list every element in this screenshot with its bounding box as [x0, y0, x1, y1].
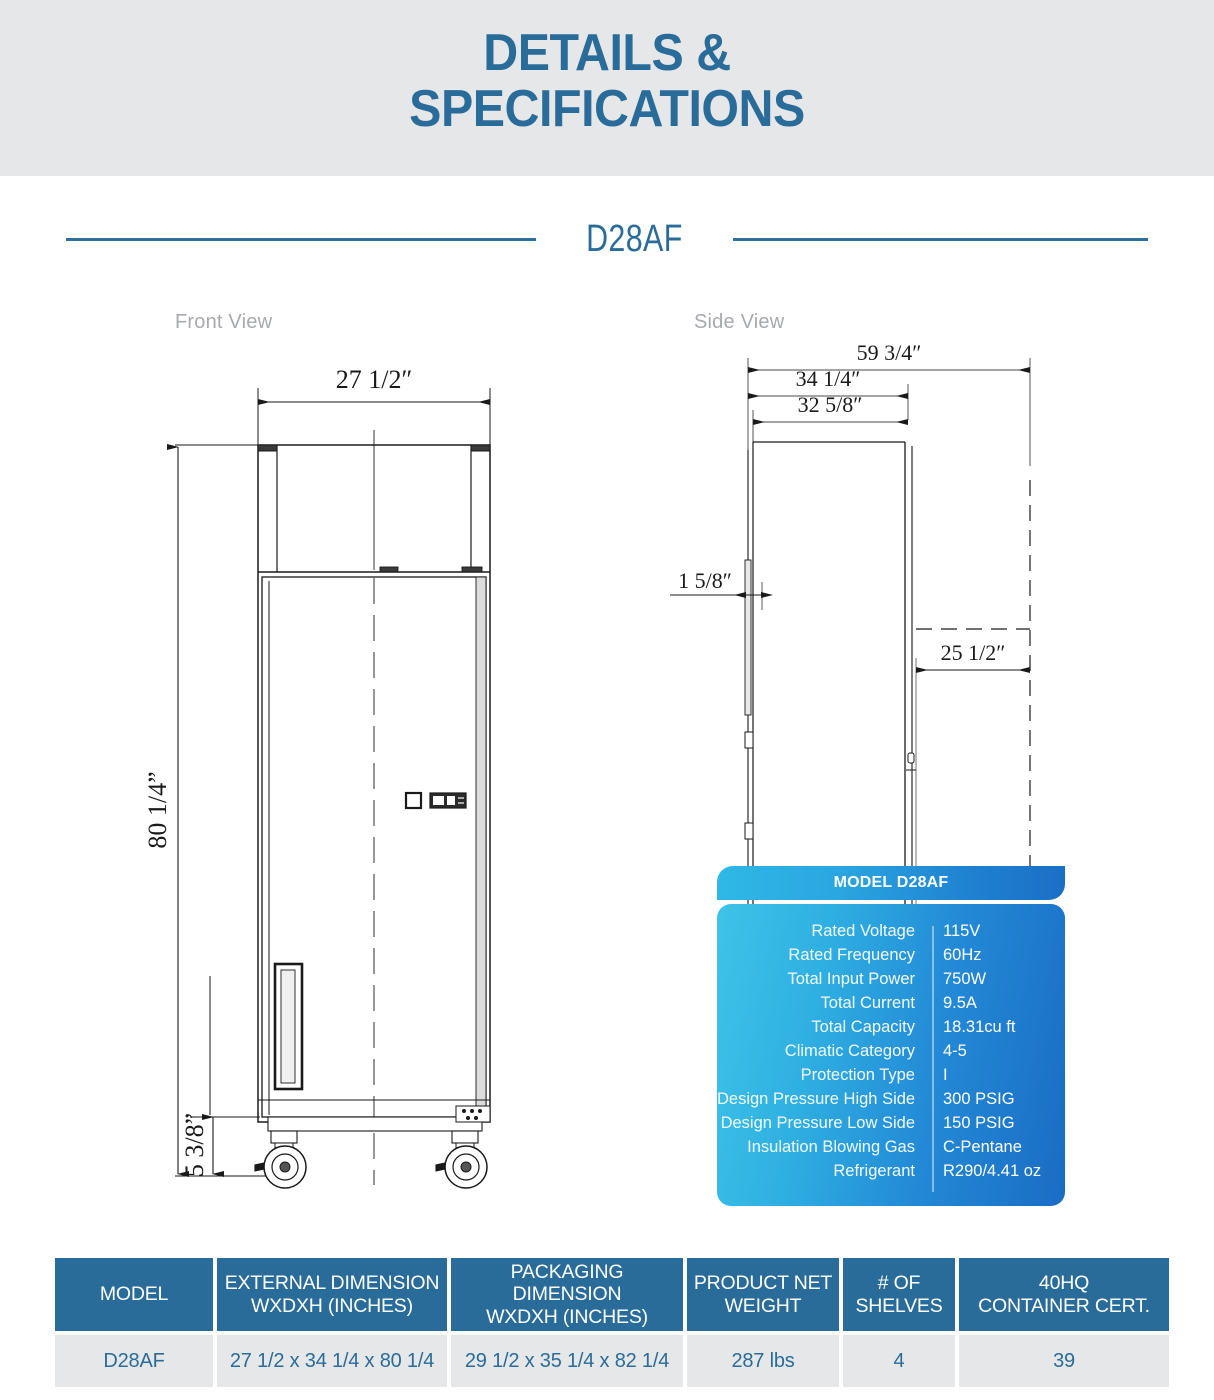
front-view-label: Front View [175, 311, 273, 333]
table-header-cell-model [55, 1258, 213, 1331]
spec-label: Total Capacity [811, 1018, 915, 1036]
summary-table [55, 1258, 1161, 1387]
dim-side-door-swing: 25 1/2″ [940, 640, 1006, 665]
spec-label: Refrigerant [833, 1162, 915, 1180]
header-line1: PRODUCT NET [693, 1272, 833, 1295]
spec-row [717, 922, 1065, 946]
spec-value: C-Pentane [943, 1138, 1022, 1156]
header-line1: MODEL [99, 1283, 169, 1306]
spec-label: Design Pressure Low Side [720, 1114, 915, 1132]
spec-label: Rated Frequency [788, 946, 915, 964]
spec-value: 4-5 [943, 1042, 967, 1060]
specification-panel [717, 866, 1065, 1206]
table-cell-model: D28AF [55, 1335, 213, 1387]
spec-label: Protection Type [800, 1066, 915, 1084]
spec-value: 750W [943, 970, 987, 988]
header-line2: CONTAINER CERT. [978, 1294, 1150, 1317]
dim-front-width: 27 1/2″ [335, 365, 413, 394]
spec-panel-body [717, 904, 1065, 1206]
spec-value: R290/4.41 oz [943, 1162, 1042, 1180]
model-rule-right [733, 238, 1148, 241]
page-title-line1: DETAILS & [483, 24, 731, 82]
spec-row [717, 1090, 1065, 1114]
spec-label: Insulation Blowing Gas [747, 1138, 915, 1156]
spec-value: 150 PSIG [943, 1114, 1015, 1132]
spec-row [717, 970, 1065, 994]
spec-value: I [943, 1066, 948, 1084]
spec-row [717, 994, 1065, 1018]
table-header-cell-packaging-dimension [451, 1258, 683, 1331]
dim-front-base-height: 5 3/8” [180, 1112, 209, 1178]
table-cell-packaging-dimension: 29 1/2 x 35 1/4 x 82 1/4 [451, 1335, 683, 1387]
spec-row [717, 1066, 1065, 1090]
spec-label: Total Input Power [787, 970, 915, 988]
model-rule-left [66, 238, 536, 241]
table-header-row [55, 1258, 1161, 1331]
spec-row [717, 1018, 1065, 1042]
page-title-line2: SPECIFICATIONS [409, 79, 805, 138]
table-header-cell-net-weight [687, 1258, 839, 1331]
dim-side-door-thickness: 1 5/8″ [678, 568, 732, 593]
spec-row [717, 1042, 1065, 1066]
spec-value: 18.31cu ft [943, 1018, 1016, 1036]
spec-row [717, 1162, 1065, 1186]
spec-label: Rated Voltage [811, 922, 915, 940]
model-title-row [0, 208, 1214, 270]
dim-side-body-depth: 32 5/8″ [797, 392, 863, 417]
table-header-cell-external-dimension [217, 1258, 447, 1331]
dim-side-cabinet-depth: 34 1/4″ [795, 366, 861, 391]
spec-row [717, 946, 1065, 970]
table-header-cell-shelves [843, 1258, 955, 1331]
dim-side-total-depth: 59 3/4″ [856, 340, 922, 365]
spec-value: 9.5A [943, 994, 977, 1012]
table-header-cell-container-cert [959, 1258, 1169, 1331]
header-line2: SHELVES [855, 1294, 943, 1317]
spec-column-divider [932, 926, 934, 1192]
table-cell-external-dimension: 27 1/2 x 34 1/4 x 80 1/4 [217, 1335, 447, 1387]
page-title [42, 26, 1171, 137]
header-line1: 40HQ [1038, 1272, 1090, 1295]
table-row [55, 1335, 1161, 1387]
spec-label: Design Pressure High Side [717, 1090, 916, 1108]
header-line1: PACKAGING DIMENSION [510, 1261, 624, 1306]
table-cell-net-weight: 287 lbs [687, 1335, 839, 1387]
model-title: D28AF [586, 217, 683, 260]
table-cell-shelves: 4 [843, 1335, 955, 1387]
spec-label: Climatic Category [784, 1042, 915, 1060]
header-line2: WXDXH (INCHES) [251, 1294, 413, 1317]
spec-value: 60Hz [943, 946, 982, 964]
spec-panel-title: MODEL D28AF [717, 866, 1065, 900]
table-cell-container-cert: 39 [959, 1335, 1169, 1387]
spec-value: 115V [943, 922, 981, 940]
spec-value: 300 PSIG [943, 1090, 1015, 1108]
dim-front-height: 80 1/4” [143, 771, 172, 849]
header-line1: EXTERNAL DIMENSION [224, 1272, 440, 1295]
spec-row [717, 1114, 1065, 1138]
header-line2: WEIGHT [724, 1294, 802, 1317]
header-line2: WXDXH (INCHES) [486, 1305, 648, 1328]
spec-row [717, 1138, 1065, 1162]
spec-label: Total Current [820, 994, 915, 1012]
header-line1: # OF [877, 1272, 921, 1295]
side-view-label: Side View [694, 311, 785, 333]
